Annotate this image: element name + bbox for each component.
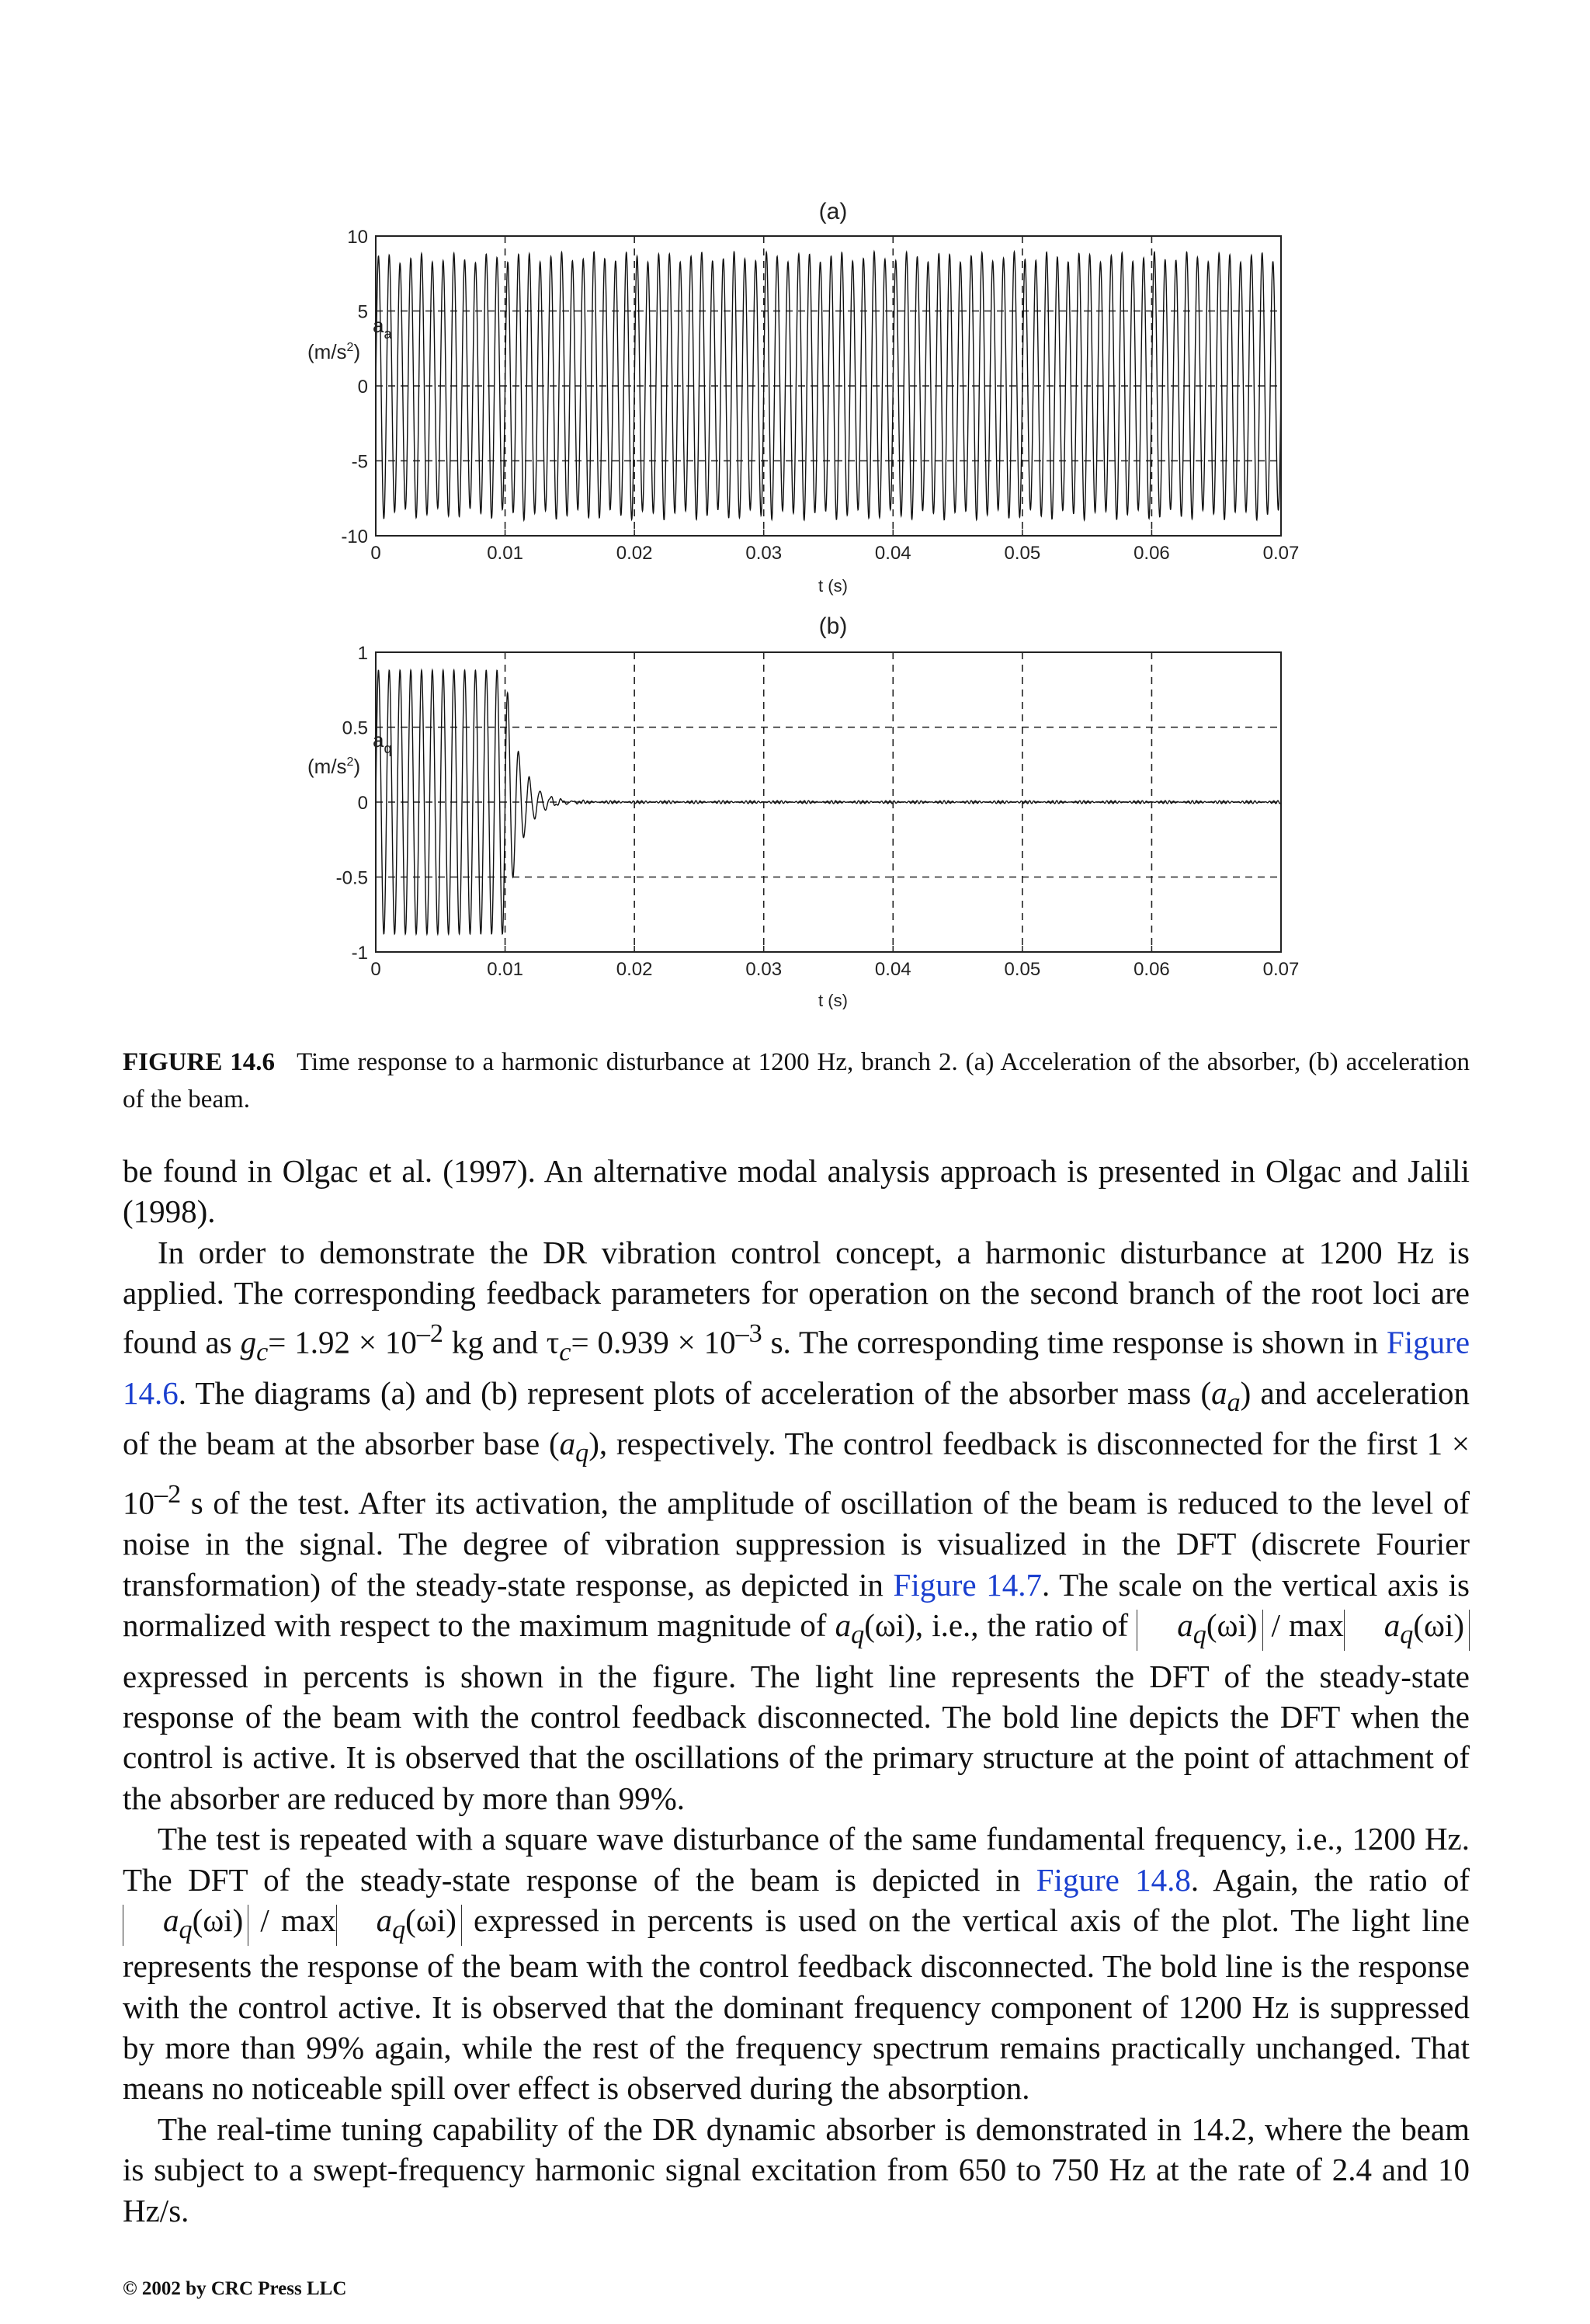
plot-b-title: (b) bbox=[818, 613, 848, 639]
copyright-footer: © 2002 by CRC Press LLC bbox=[123, 2278, 347, 2299]
figure-svg bbox=[295, 186, 1320, 1009]
plot-b-ytick-label: 0 bbox=[357, 793, 368, 814]
plot-b-ytick-label: 1 bbox=[357, 643, 368, 664]
ratio-max: / max bbox=[1262, 1607, 1344, 1643]
exponent: –2 bbox=[154, 1480, 182, 1509]
plot-a-xtick-label: 0 bbox=[370, 543, 381, 564]
paragraph-1: be found in Olgac et al. (1997). An alternative modal analysis approach is presented in Olgac and Jalili (1998). bbox=[123, 1153, 1470, 1230]
plot-a-series-line bbox=[376, 252, 1281, 519]
plot-a-ytick-label: -10 bbox=[341, 526, 368, 547]
plot-a-xtick-label: 0.02 bbox=[616, 543, 653, 564]
plot-a-title: (a) bbox=[818, 199, 848, 224]
paragraph-3-text-b: . Again, the ratio of bbox=[1190, 1861, 1470, 1898]
plot-b-xtick-label: 0.02 bbox=[616, 959, 653, 980]
gc-unit: kg and τ bbox=[443, 1324, 560, 1360]
plot-b-xlabel: t (s) bbox=[818, 991, 848, 1009]
plot-b-xtick-label: 0 bbox=[370, 959, 381, 980]
ratio-expression: $a_q(\omega i)$ bbox=[1137, 1610, 1262, 1651]
link-figure-14-6[interactable]: Figure 14.6 bbox=[123, 1324, 1470, 1411]
plot-a-ytick-label: 0 bbox=[357, 377, 368, 398]
link-figure-14-7[interactable]: Figure 14.7 bbox=[893, 1566, 1042, 1603]
gc-value: = 1.92 × 10 bbox=[268, 1324, 417, 1360]
plot-b-xtick-label: 0.05 bbox=[1004, 959, 1041, 980]
figure-caption-label: FIGURE 14.6 bbox=[123, 1048, 276, 1076]
ratio-denominator: (ωi) bbox=[1413, 1607, 1464, 1643]
plot-b-ytick-label: -1 bbox=[351, 943, 368, 964]
plot-b-xtick-label: 0.07 bbox=[1262, 959, 1300, 980]
plot-a-xtick-label: 0.07 bbox=[1262, 543, 1300, 564]
tc-exponent: –3 bbox=[735, 1318, 762, 1348]
plot-b-xtick-label: 0.01 bbox=[487, 959, 523, 980]
ratio-max-2: / max bbox=[248, 1902, 336, 1938]
plot-b-xtick-label: 0.04 bbox=[874, 959, 911, 980]
paragraph-2-text-h: (ωi), i.e., the ratio of bbox=[864, 1607, 1129, 1643]
figure-caption-text: Time response to a harmonic disturbance at 1200 Hz, branch 2. (a) Acceleration of the absorber, (b) acceleration of the beam. bbox=[123, 1048, 1470, 1113]
ratio-numerator-2: (ωi) bbox=[192, 1902, 244, 1938]
plot-a-xtick-label: 0.04 bbox=[874, 543, 911, 564]
figure-14-6 bbox=[295, 186, 1320, 1009]
paragraph-2-text-d: ) and acceleration of the beam at the absorber base ( bbox=[123, 1374, 1470, 1462]
plot-a-xtick-label: 0.03 bbox=[745, 543, 783, 564]
link-figure-14-8[interactable]: Figure 14.8 bbox=[1036, 1861, 1191, 1898]
ratio-denominator-2: (ωi) bbox=[405, 1902, 457, 1938]
plot-b-ylabel-unit: $(m/s^2)$ bbox=[307, 755, 361, 778]
plot-a-xtick-label: 0.06 bbox=[1133, 543, 1170, 564]
paragraph-2-text-g: . The scale on the vertical axis is normalized with respect to the maximum magnitude of bbox=[123, 1566, 1470, 1643]
paragraph-2-text-b: s. The corresponding time response is shown in bbox=[762, 1324, 1379, 1360]
plot-a-xtick-label: 0.01 bbox=[487, 543, 523, 564]
ratio-numerator: (ωi) bbox=[1206, 1607, 1258, 1643]
plot-a-ytick-label: 10 bbox=[347, 227, 368, 248]
paragraph-3-text: The test is repeated with a square wave disturbance of the same fundamental frequency, i.e., 1200 Hz. The DFT of the steady-state response of the beam is depicted in bbox=[123, 1821, 1470, 1898]
plot-b-ytick-label: -0.5 bbox=[335, 867, 368, 889]
paragraph-2-text-e: ), respectively. The control feedback is disconnected for the first 1 × 10 bbox=[123, 1426, 1470, 1521]
plot-a-ytick-label: -5 bbox=[351, 451, 368, 473]
tc-value: = 0.939 × 10 bbox=[571, 1324, 736, 1360]
paragraph-3 bbox=[123, 1819, 1470, 2109]
paragraph-2: In order to demonstrate the DR vibration control concept, a harmonic disturbance at 1200 Hz is applied. The corresponding feedback parameters for operation on the second branch of the root loci are found as $g_c= 1.92 \times 10^{-2}$ kg and $\tau_c= 0.939 \times 10^{-3}$ s. The corresponding time response is shown in Figure 14.6. The diagrams (a) and (b) represent plots of acceleration of the absorber mass $(a_a)$ and acceleration of the beam at the absorber base $(a_q)$, respectively. The control feedback is disconnected for the first $1 \times 10^{-2}$ s of the test. After its activation, the amplitude of oscillation of the beam is reduced to the level of noise in the signal. The degree of vibration suppression is visualized in the DFT (discrete Fourier transformation) of the steady-state response, as depicted in Figure 14.7. The scale on the vertical axis is normalized with respect to the maximum magnitude of $a_q(\omega i)$, i.e., the ratio of $a_q(\omega i)$ / $\max a_q(\omega i)$ expressed in percents is shown in the figure. The light line represents the DFT of the steady-state response of the beam with the control feedback disconnected. The bold line depicts the DFT when the control is active. It is observed that the oscillations of the primary structure at the point of attachment of the absorber are reduced by more than 99%. bbox=[123, 1234, 1470, 1816]
plot-a bbox=[307, 199, 1299, 596]
ratio-expression-denominator: $a_q(\omega i)$ bbox=[1344, 1610, 1470, 1651]
plot-b-xtick-label: 0.03 bbox=[745, 959, 783, 980]
plot-a-ytick-label: 5 bbox=[357, 301, 368, 323]
plot-a-ylabel-symbol: $a_a$ bbox=[373, 314, 392, 342]
paragraph-2-text-i: expressed in percents is shown in the figure. The light line represents the DFT of the steady-state response of the beam with the control feedback disconnected. The bold line depicts the DFT when the control is active. It is observed that the oscillations of the primary structure at the point of attachment of the absorber are reduced by more than 99%. bbox=[123, 1658, 1470, 1816]
gc-exponent: –2 bbox=[416, 1318, 443, 1348]
plot-a-ylabel-unit: $(m/s^2)$ bbox=[307, 340, 361, 363]
paragraph-2-text-f: s of the test. After its activation, the amplitude of oscillation of the beam is reduced to the level of noise in the signal. The degree of vibration suppression is visualized in the DFT (discrete Fourier transformation) of the steady-state response, as depicted in bbox=[123, 1485, 1470, 1603]
plot-b-series-line bbox=[376, 670, 1281, 934]
plot-b bbox=[307, 613, 1299, 1009]
plot-a-xtick-label: 0.05 bbox=[1004, 543, 1041, 564]
ratio-expression-2: $a_q(\omega i)$ bbox=[123, 1905, 248, 1946]
plot-b-ylabel-symbol: $a_q$ bbox=[373, 728, 392, 756]
paragraph-2-text-c: . The diagrams (a) and (b) represent plots of acceleration of the absorber mass ( bbox=[178, 1374, 1212, 1411]
figure-caption bbox=[123, 1044, 1470, 1118]
plot-b-xtick-label: 0.06 bbox=[1133, 959, 1170, 980]
paragraph-3-text-c: expressed in percents is used on the vertical axis of the plot. The light line represents the response of the beam with the control feedback disconnected. The bold line is the response with the control active. It is observed that the dominant frequency component of 1200 Hz is suppressed by more than 99% again, while the rest of the frequency spectrum remains practically unchanged. That means no noticeable spill over effect is observed during the absorption. bbox=[123, 1902, 1470, 2107]
ratio-expression-2-denominator: $a_q(\omega i)$ bbox=[336, 1905, 462, 1946]
paragraph-2-text: In order to demonstrate the DR vibration control concept, a harmonic disturbance at 1200 Hz is applied. The corresponding feedback parameters for operation on the second branch of the root loci are found as bbox=[123, 1234, 1470, 1360]
plot-b-ytick-label: 0.5 bbox=[342, 717, 368, 739]
body-text bbox=[123, 1151, 1470, 2231]
plot-a-xlabel: t (s) bbox=[818, 576, 848, 596]
paragraph-4: The real-time tuning capability of the DR dynamic absorber is demonstrated in 14.2, where the beam is subject to a swept-frequency harmonic signal excitation from 650 to 750 Hz at the rate of 2.4 and 10 Hz/s. bbox=[123, 2110, 1470, 2228]
